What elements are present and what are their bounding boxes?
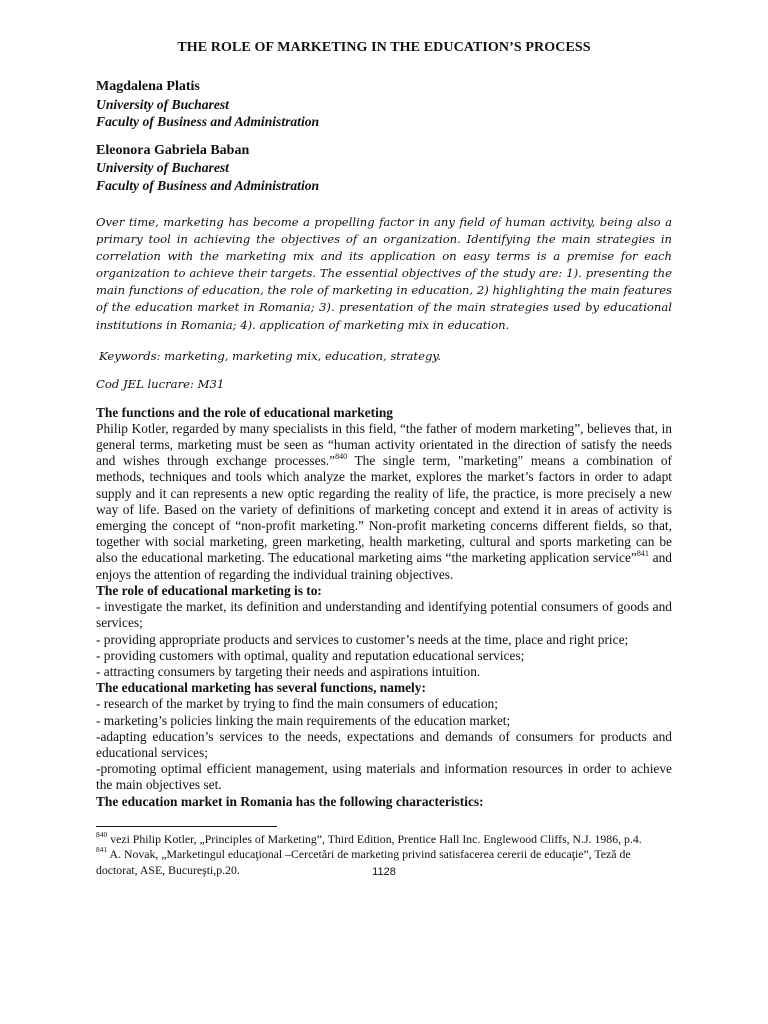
list-item: -promoting optimal efficient management, using materials and information resources in order to achieve the main objectives set. bbox=[96, 761, 672, 793]
footnote-text: A. Novak, „Marketingul educaţional –Cercetări de marketing privind satisfacerea cererii de educaţie”, Teză de doctorat, ASE, Bucureşti,p.20. bbox=[96, 847, 631, 877]
footnote-840 bbox=[96, 829, 672, 848]
list-item: - providing appropriate products and services to customer’s needs at the time, place and right price; bbox=[96, 631, 629, 647]
footnote-ref-841[interactable]: 841 bbox=[636, 549, 649, 559]
section-heading: The functions and the role of educational marketing bbox=[96, 404, 393, 420]
list-item: - investigate the market, its definition and understanding and identifying potential consumers of goods and services; bbox=[96, 599, 672, 631]
author-university: University of Bucharest bbox=[96, 160, 229, 175]
list-item: - marketing’s policies linking the main requirements of the education market; bbox=[96, 712, 511, 728]
page-number: 1128 bbox=[372, 866, 396, 878]
footnote-ref-840[interactable]: 840 bbox=[335, 451, 348, 461]
paragraph-text: The single term, "marketing" means a combination of methods, techniques and tools which analyze the market, explores the market’s factors in order to adapt supply and it can represents a new optic regarding the reality of life, the practice, is more precisely a new way of life. Based on the variety of definitions of marketing concept and extend it in areas of activity is emerging the concept of “non-profit marketing.” Non-profit marketing concerns different fields, so that, together with social marketing, green marketing, health marketing, cultural and sports marketing can be also the educational marketing. The educational marketing aims “the marketing application service” bbox=[96, 453, 672, 566]
jel-code: Cod JEL lucrare: M31 bbox=[96, 376, 225, 391]
author-block-1 bbox=[96, 78, 672, 131]
paper-title: THE ROLE OF MARKETING IN THE EDUCATION’S PROCESS bbox=[177, 40, 591, 55]
list-item: -adapting education’s services to the needs, expectations and demands of consumers for products and educational services; bbox=[96, 728, 672, 760]
author-faculty: Faculty of Business and Administration bbox=[96, 177, 320, 193]
author-university: University of Bucharest bbox=[96, 96, 229, 112]
list-item: - research of the market by trying to find the main consumers of education; bbox=[96, 696, 498, 712]
footnote-text: vezi Philip Kotler, „Principles of Marketing”, Third Edition, Prentice Hall Inc. Englewood Cliffs, N.J. 1986, p.4. bbox=[107, 831, 642, 846]
functions-heading: The educational marketing has several functions, namely: bbox=[96, 680, 426, 696]
keywords: Keywords: marketing, marketing mix, education, strategy. bbox=[99, 348, 442, 363]
footnote-number: 840 bbox=[96, 829, 108, 839]
abstract: Over time, marketing has become a propelling factor in any field of human activity, being also a primary tool in achieving the objectives of an organization. Identifying the main strategies in correlation with the marketing mix and its application on easy terms is a premise for each organization to achieve their targets. The essential objectives of the study are: 1). presenting the main functions of education, the role of marketing in education, 2) highlighting the main features of the education market in Romania; 3). presentation of the main strategies used by educational institutions in Romania; 4). application of marketing mix in education. bbox=[96, 215, 672, 332]
list-item: - attracting consumers by targeting their needs and aspirations intuition. bbox=[96, 663, 481, 679]
footnote-divider bbox=[96, 826, 277, 827]
author-name: Magdalena Platis bbox=[96, 79, 200, 94]
list-item: - providing customers with optimal, quality and reputation educational services; bbox=[96, 647, 525, 663]
author-faculty: Faculty of Business and Administration bbox=[96, 114, 320, 129]
author-block-2 bbox=[96, 142, 672, 195]
body-text bbox=[96, 405, 672, 810]
footnote-number: 841 bbox=[96, 845, 108, 855]
paragraph-text: Philip Kotler, regarded by many specialists in this field, “the father of modern marketing”, believes that, in general terms, marketing must be seen as “human activity orientated in the direction of satisfy the needs and wishes through exchange processes.” bbox=[96, 420, 672, 469]
author-name: Eleonora Gabriela Baban bbox=[96, 142, 250, 158]
document-page bbox=[96, 34, 672, 878]
market-heading: The education market in Romania has the following characteristics: bbox=[96, 793, 484, 809]
paragraph-text: and enjoys the attention of regarding the individual training objectives. bbox=[96, 550, 673, 582]
role-heading: The role of educational marketing is to: bbox=[96, 582, 322, 598]
section-paragraph bbox=[96, 421, 672, 583]
